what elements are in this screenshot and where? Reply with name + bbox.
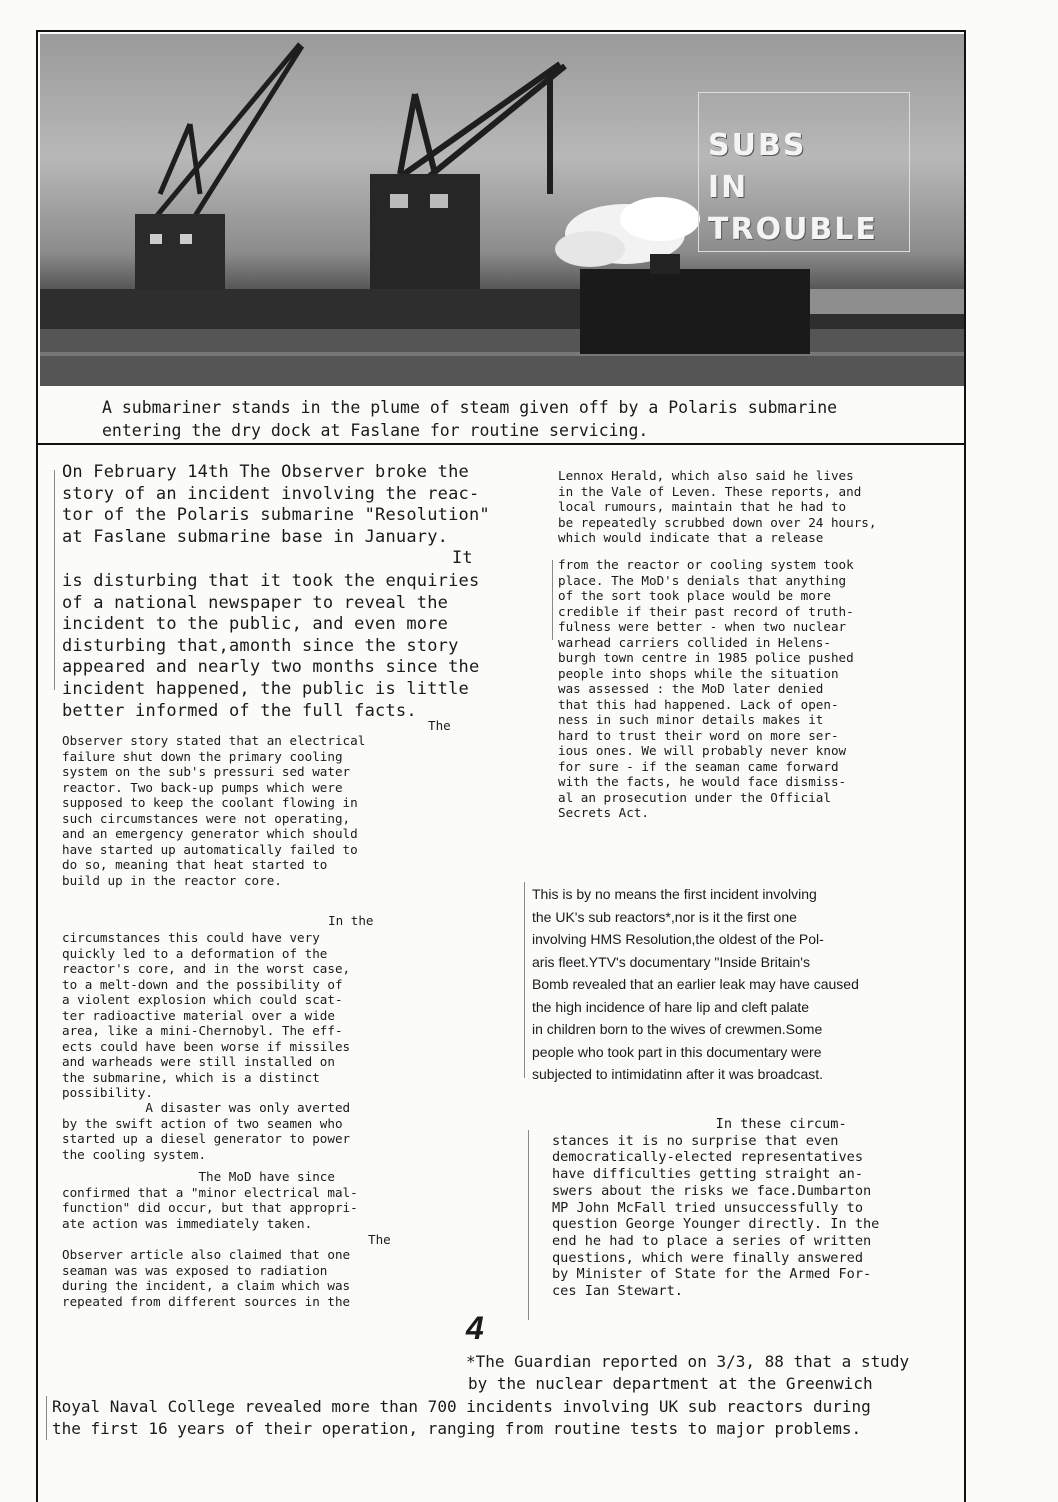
paragraph-mod-confirmed: The MoD have since confirmed that a "minor electrical mal- function" did occur, but that appropri- ate action was immediately taken. <box>62 1169 358 1231</box>
column-margin-line <box>54 470 55 690</box>
column-margin-line <box>524 882 525 1078</box>
caption-line: A submariner stands in the plume of steam given off by a Polaris submarine <box>102 398 838 417</box>
run-in-word: The <box>368 1232 391 1247</box>
column-margin-line <box>46 1396 47 1440</box>
title-line-2: IN <box>708 170 749 205</box>
run-in-word: The <box>428 718 451 733</box>
paragraph-circumstances: circumstances this could have very quickly led to a deformation of the reactor's core, and in the worst case, to a melt-down and the possibility of a violent explosion which could scat- ter radioactive material over a wide area, like a mini-Chernobyl. The eff- ects could have been worse if missiles and warheads were still installed on the submarine, which is a distinct possibility. <box>62 930 351 1100</box>
title-line-3: TROUBLE <box>708 212 878 247</box>
title-line-1: SUBS <box>708 128 807 163</box>
column-margin-line <box>528 1130 529 1320</box>
column-margin-line <box>552 560 553 640</box>
caption-line: entering the dry dock at Faslane for routine servicing. <box>102 421 649 440</box>
intro-paragraph: On February 14th The Observer broke the story of an incident involving the reac- tor of the Polaris submarine "Resolution" at Faslane submarine base in January. <box>62 462 490 547</box>
paragraph-circumstances-mp: In these circum- stances it is no surprise that even democratically-elected representatives have difficulties getting straight an- swers about the risks we face.Dumbarton MP John McFall tried unsuccessfully to question George Younger directly. In the end he had to place a series of written questions, which were finally answered by Minister of State for the Armed For- ces Ian Stewart. <box>552 1116 880 1300</box>
paragraph-disaster-averted: A disaster was only averted by the swift action of two seamen who started up a diesel generator to power the cooling system. <box>62 1100 351 1162</box>
divider-rule <box>36 443 966 445</box>
photo-caption <box>102 396 922 442</box>
paragraph-observer-story: Observer story stated that an electrical failure shut down the primary cooling system on the sub's pressuri sed water reactor. Two back-up pumps which were supposed to keep the coolant flowing in such circumstances were not operating, and an emergency generator which should have started up automatically failed to do so, meaning that heat started to build up in the reactor core. <box>62 733 366 888</box>
paragraph-first-incident: This is by no means the first incident involving the UK's sub reactors*,nor is it the first one involving HMS Resolution,the oldest of the Pol- aris fleet.YTV's documentary "Inside Britain's Bomb revealed that an earlier leak may have caused the high incidence of hare lip and cleft palate in children born to the wives of crewmen.Some people who took part in this documentary were subjected to intimidatinn after it was broadcast. <box>532 886 859 1082</box>
run-in-word: It <box>452 548 473 568</box>
page-number: 4 <box>466 1310 484 1346</box>
paragraph-lennox-herald: Lennox Herald, which also said he lives in the Vale of Leven. These reports, and local rumours, maintain that he had to be repeatedly scrubbed down over 24 hours, which would indicate that a release <box>558 468 877 545</box>
paragraph-observer-article: Observer article also claimed that one seaman was was exposed to radiation during the incident, a claim which was repeated from different sources in the <box>62 1247 351 1309</box>
run-in-word: In the <box>328 913 374 928</box>
footnote-line: *The Guardian reported on 3/3, 88 that a study <box>466 1352 910 1371</box>
footnote-line: the first 16 years of their operation, ranging from routine tests to major problems. <box>52 1419 862 1438</box>
footnote-line: Royal Naval College revealed more than 700 incidents involving UK sub reactors during <box>52 1397 871 1416</box>
paragraph-disturbing: is disturbing that it took the enquiries of a national newspaper to reveal the incident to the public, and even more disturbing that,amonth since the story appeared and nearly two months since the incident happened, the public is little better informed of the full facts. <box>62 571 480 721</box>
paragraph-mod-denials: from the reactor or cooling system took place. The MoD's denials that anything of the sort took place would be more credible if their past record of truth- fulness were better - when two nuclear warhead carriers collided in Helens- burgh town centre in 1985 police pushed people into shops while the situation was assessed : the MoD later denied that this had happened. Lack of open- ness in such minor details makes it hard to trust their word on more ser- ious ones. We will probably never know for sure - if the seaman came forward with the facts, he would face dismiss- al an prosecution under the Official Secrets Act. <box>558 557 854 820</box>
footnote-line: by the nuclear department at the Greenwich <box>468 1374 873 1393</box>
